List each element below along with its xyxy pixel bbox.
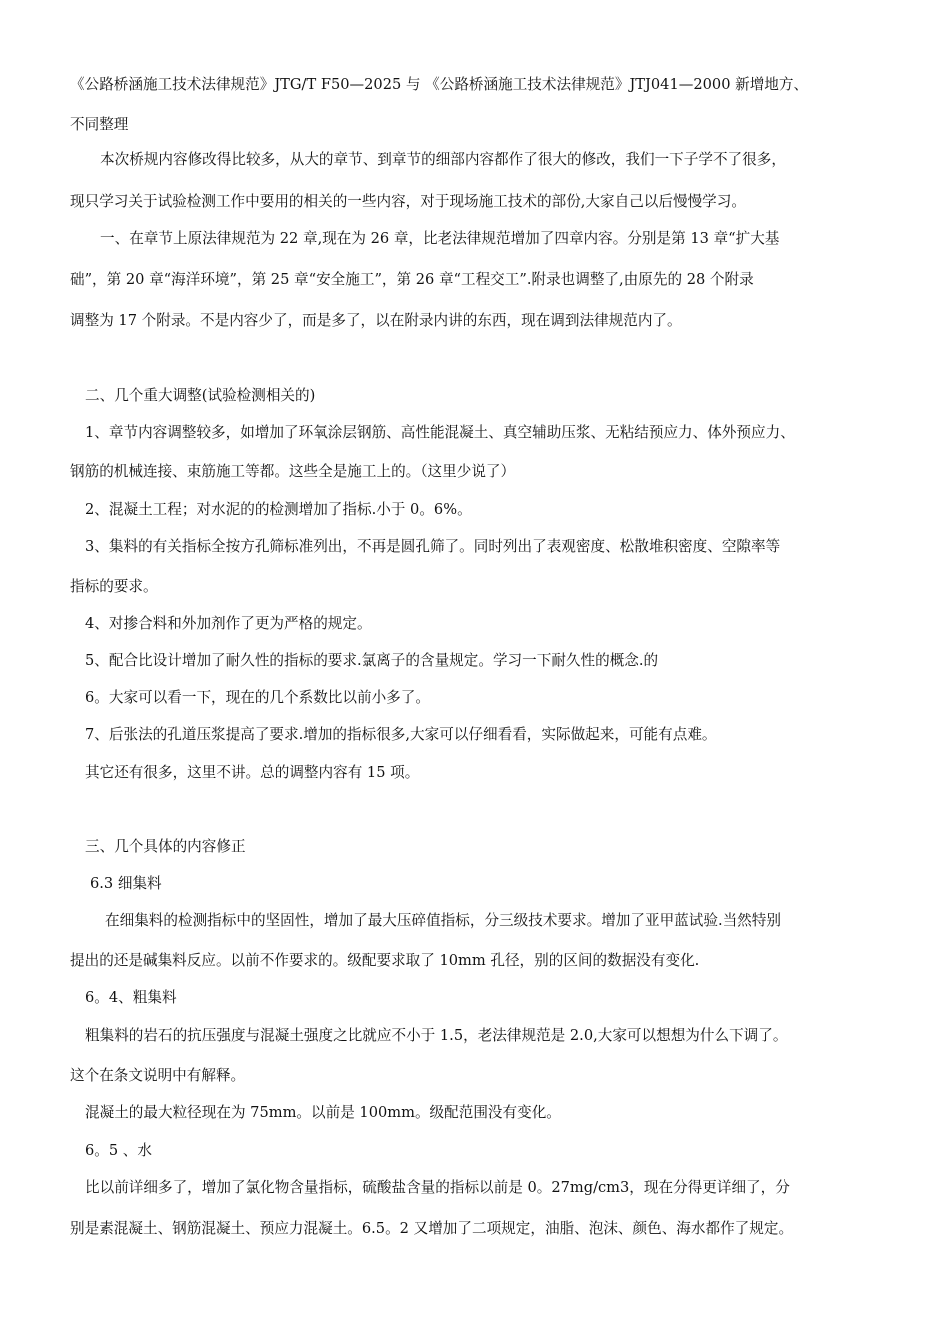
section-2-item-5: 5、配合比设计增加了耐久性的指标的要求.氯离子的含量规定。学习一下耐久性的概念.的 xyxy=(85,652,659,669)
section-3-6-3-line-1: 在细集料的检测指标中的坚固性，增加了最大压碎值指标，分三级技术要求。增加了亚甲蓝试验.当然特别 xyxy=(105,912,781,929)
section-3-6-4-heading: 6。4、粗集料 xyxy=(85,989,177,1006)
section-2-item-3-line-2: 指标的要求。 xyxy=(70,578,158,595)
section-2-item-7: 7、后张法的孔道压浆提高了要求.增加的指标很多,大家可以仔细看看，实际做起来，可能有点难。 xyxy=(85,726,717,743)
section-3-heading: 三、几个具体的内容修正 xyxy=(85,838,246,855)
section-3-6-4-line-2: 这个在条文说明中有解释。 xyxy=(70,1067,246,1084)
section-2-heading: 二、几个重大调整(试验检测相关的) xyxy=(85,387,316,404)
title-line-2: 不同整理 xyxy=(70,116,129,133)
section-3-6-3-line-2: 提出的还是碱集料反应。以前不作要求的。级配要求取了 10mm 孔径，别的区间的数据没有变化. xyxy=(70,952,700,969)
intro-paragraph-line-2: 现只学习关于试验检测工作中要用的相关的一些内容，对于现场施工技术的部份,大家自己以后慢慢学习。 xyxy=(70,193,746,210)
section-3-6-5-line-1: 比以前详细多了，增加了氯化物含量指标，硫酸盐含量的指标以前是 0。27mg/cm3，现在分得更详细了，分 xyxy=(85,1179,790,1196)
section-1-line-3: 调整为 17 个附录。不是内容少了，而是多了，以在附录内讲的东西，现在调到法律规范内了。 xyxy=(70,312,682,329)
section-2-other: 其它还有很多，这里不讲。总的调整内容有 15 项。 xyxy=(85,764,420,781)
section-3-6-4-line-1: 粗集料的岩石的抗压强度与混凝土强度之比就应不小于 1.5，老法律规范是 2.0,大家可以想想为什么下调了。 xyxy=(85,1027,788,1044)
section-1-line-2: 础”，第 20 章“海洋环境”，第 25 章“安全施工”，第 26 章“工程交工”.附录也调整了,由原先的 28 个附录 xyxy=(70,271,754,288)
section-3-6-5-heading: 6。5 、水 xyxy=(85,1142,152,1159)
section-2-item-4: 4、对掺合料和外加剂作了更为严格的规定。 xyxy=(85,615,372,632)
section-2-item-1-line-1: 1、章节内容调整较多，如增加了环氧涂层钢筋、高性能混凝土、真空辅助压浆、无粘结预应力、体外预应力、 xyxy=(85,424,795,441)
section-2-item-2: 2、混凝土工程；对水泥的的检测增加了指标.小于 0。6%。 xyxy=(85,501,472,518)
section-2-item-3-line-1: 3、集料的有关指标全按方孔筛标准列出，不再是圆孔筛了。同时列出了表观密度、松散堆积密度、空隙率等 xyxy=(85,538,781,555)
section-2-item-1-line-2: 钢筋的机械连接、束筋施工等都。这些全是施工上的。（这里少说了） xyxy=(70,463,516,480)
section-3-6-5-line-2: 别是素混凝土、钢筋混凝土、预应力混凝土。6.5。2 又增加了二项规定，油脂、泡沫、颜色、海水都作了规定。 xyxy=(70,1220,794,1237)
section-3-6-3-heading: 6.3 细集料 xyxy=(90,875,162,892)
intro-paragraph-line-1: 本次桥规内容修改得比较多，从大的章节、到章节的细部内容都作了很大的修改，我们一下子学不了很多， xyxy=(100,151,786,168)
section-1-line-1: 一、在章节上原法律规范为 22 章,现在为 26 章，比老法律规范增加了四章内容。分别是第 13 章“扩大基 xyxy=(100,230,780,247)
title-line-1: 《公路桥涵施工技术法律规范》JTG/T F50—2025 与 《公路桥涵施工技术法律规范》JTJ041—2000 新增地方、 xyxy=(70,76,809,93)
section-3-6-4-line-3: 混凝土的最大粒径现在为 75mm。以前是 100mm。级配范围没有变化。 xyxy=(85,1104,561,1121)
section-2-item-6: 6。大家可以看一下，现在的几个系数比以前小多了。 xyxy=(85,689,430,706)
